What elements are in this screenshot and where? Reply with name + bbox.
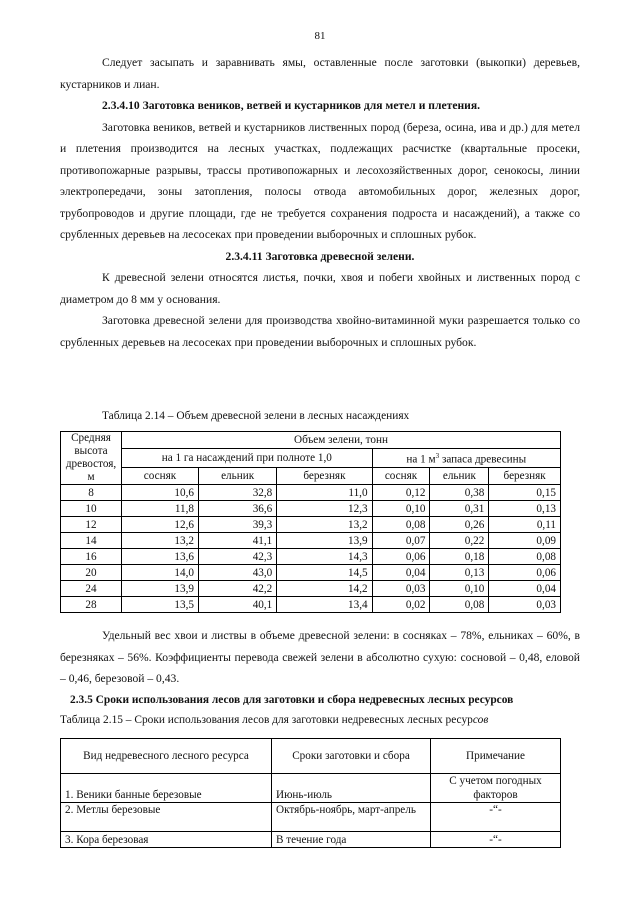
paragraph-needle-share: Удельный вес хвои и листвы в объеме древесной зелени: в сосняках – 78%, ельниках – 60%, в березняках – 56%. Коэффициенты перевода свежей зелени в абсолютно сухую: сосновой – 0,48, еловой – 0,46, березовой – 0,43. — [60, 629, 580, 685]
header-per-cubic-meter: на 1 $м^3$ запаса древесины — [372, 448, 560, 468]
paragraph-greenery-definition: К древесной зелени относятся листья, почки, хвоя и побеги хвойных и лиственных пород с диаметром до 8 мм у основания. — [60, 271, 580, 306]
table-row: 8 10,6 32,8 11,0 0,12 0,38 0,15 — [61, 485, 561, 501]
heading-2-3-4-10: 2.3.4.10 Заготовка веников, ветвей и кустарников для метел и плетения. — [102, 99, 480, 112]
paragraph-greenery-harvest: Заготовка древесной зелени для производства хвойно-витаминной муки разрешается только со срубленных деревьев на лесосеках при проведении выборочных и сплошных рубок. — [60, 314, 580, 349]
table-row: 10 11,8 36,6 12,3 0,10 0,31 0,13 — [61, 501, 561, 517]
table-row: 3. Кора березовая В течение года -“- — [61, 832, 561, 848]
header-species: березняк — [277, 468, 372, 485]
heading-2-3-5: 2.3.5 Сроки использования лесов для заготовки и сбора недревесных лесных ресурсов — [70, 694, 514, 706]
body-text-top — [60, 52, 580, 353]
header-resource-type: Вид недревесного лесного ресурса — [61, 739, 272, 774]
table-2-15-caption: Таблица 2.15 – Сроки использования лесов для заготовки недревесных лесных ресурсов — [60, 714, 489, 726]
header-harvest-period: Сроки заготовки и сбора — [272, 739, 431, 774]
table-2-14-caption: Таблица 2.14 – Объем древесной зелени в лесных насаждениях — [102, 410, 410, 422]
table-row: 20 14,0 43,0 14,5 0,04 0,13 0,06 — [61, 565, 561, 581]
header-per-hectare: на 1 га насаждений при полноте 1,0 — [122, 448, 373, 468]
table-2-15 — [60, 738, 561, 848]
table-row: 28 13,5 40,1 13,4 0,02 0,08 0,03 — [61, 597, 561, 613]
header-species: березняк — [489, 468, 561, 485]
header-species: ельник — [430, 468, 489, 485]
header-species: сосняк — [122, 468, 199, 485]
table-row: 12 12,6 39,3 13,2 0,08 0,26 0,11 — [61, 517, 561, 533]
paragraph-brooms: Заготовка веников, ветвей и кустарников лиственных пород (береза, осина, ива и др.) для метел и плетения производится на лесных участках, подлежащих расчистке (квартальные просеки, противопожарные разрывы, трассы противопожарных и лесохозяйственных дорог, сенокосы, линии электропередачи, зоны затопления, полосы отвода автомобильных дорог, железных дорог, трубопроводов и другие площади, где не требуется сохранения подроста и насаждений), а также со срубленных деревьев на лесосеках при проведении выборочных и сплошных рубок. — [60, 120, 580, 241]
table-row: 1. Веники банные березовые Июнь-июль С учетом погодных факторов — [61, 774, 561, 803]
header-height: Средняя высота древостоя, м — [61, 432, 122, 485]
header-species: ельник — [198, 468, 276, 485]
header-species: сосняк — [372, 468, 430, 485]
heading-2-3-4-11: 2.3.4.11 Заготовка древесной зелени. — [225, 249, 415, 263]
header-volume: Объем зелени, тонн — [122, 432, 561, 449]
table-row: 16 13,6 42,3 14,3 0,06 0,18 0,08 — [61, 549, 561, 565]
page-number: 81 — [314, 30, 326, 42]
table-row: 24 13,9 42,2 14,2 0,03 0,10 0,04 — [61, 581, 561, 597]
table-row: 14 13,2 41,1 13,9 0,07 0,22 0,09 — [61, 533, 561, 549]
table-2-14 — [60, 431, 561, 613]
header-note: Примечание — [431, 739, 561, 774]
paragraph-pits: Следует засыпать и заравнивать ямы, оставленные после заготовки (выкопки) деревьев, кустарников и лиан. — [60, 56, 580, 91]
table-row: 2. Метлы березовые Октябрь-ноябрь, март-апрель -“- — [61, 803, 561, 832]
body-text-middle — [60, 625, 580, 690]
